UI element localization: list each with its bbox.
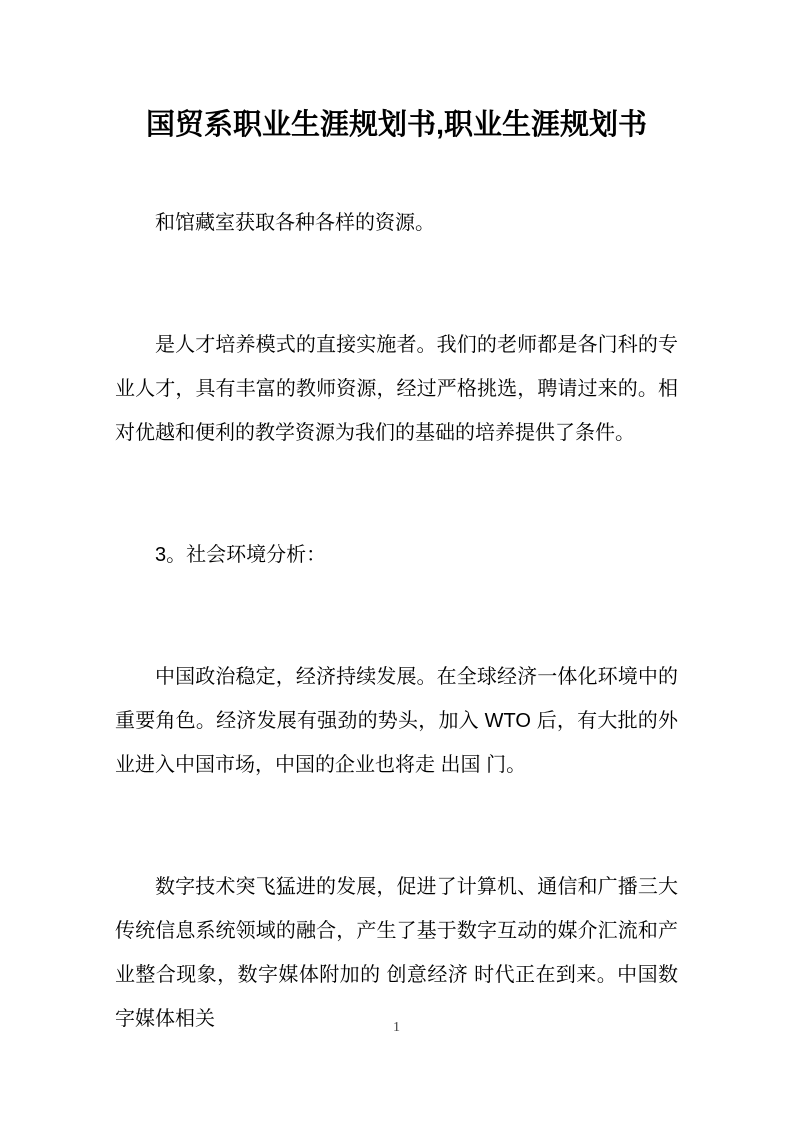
document-title: 国贸系职业生涯规划书,职业生涯规划书 — [145, 109, 648, 141]
paragraph: 数字技术突飞猛进的发展，促进了计算机、通信和广播三大传统信息系统领域的融合，产生了基于数字互动的媒介汇流和产业整合现象，数字媒体附加的 创意经济 时代正在到来。中国数字媒体相关 — [115, 876, 678, 1030]
paragraph: 中国政治稳定，经济持续发展。在全球经济一体化环境中的重要角色。经济发展有强劲的势头，加入 WTO 后，有大批的外业进入中国市场，中国的企业也将走 出国 门。 — [115, 666, 678, 776]
paragraph: 和馆藏室获取各种各样的资源。 — [155, 212, 435, 234]
page-number: 1 — [393, 1020, 400, 1035]
section-heading: 3。社会环境分析： — [155, 544, 327, 566]
paragraph: 是人才培养模式的直接实施者。我们的老师都是各门科的专业人才，具有丰富的教师资源，经过严格挑选，聘请过来的。相对优越和便利的教学资源为我们的基础的培养提供了条件。 — [115, 334, 678, 444]
